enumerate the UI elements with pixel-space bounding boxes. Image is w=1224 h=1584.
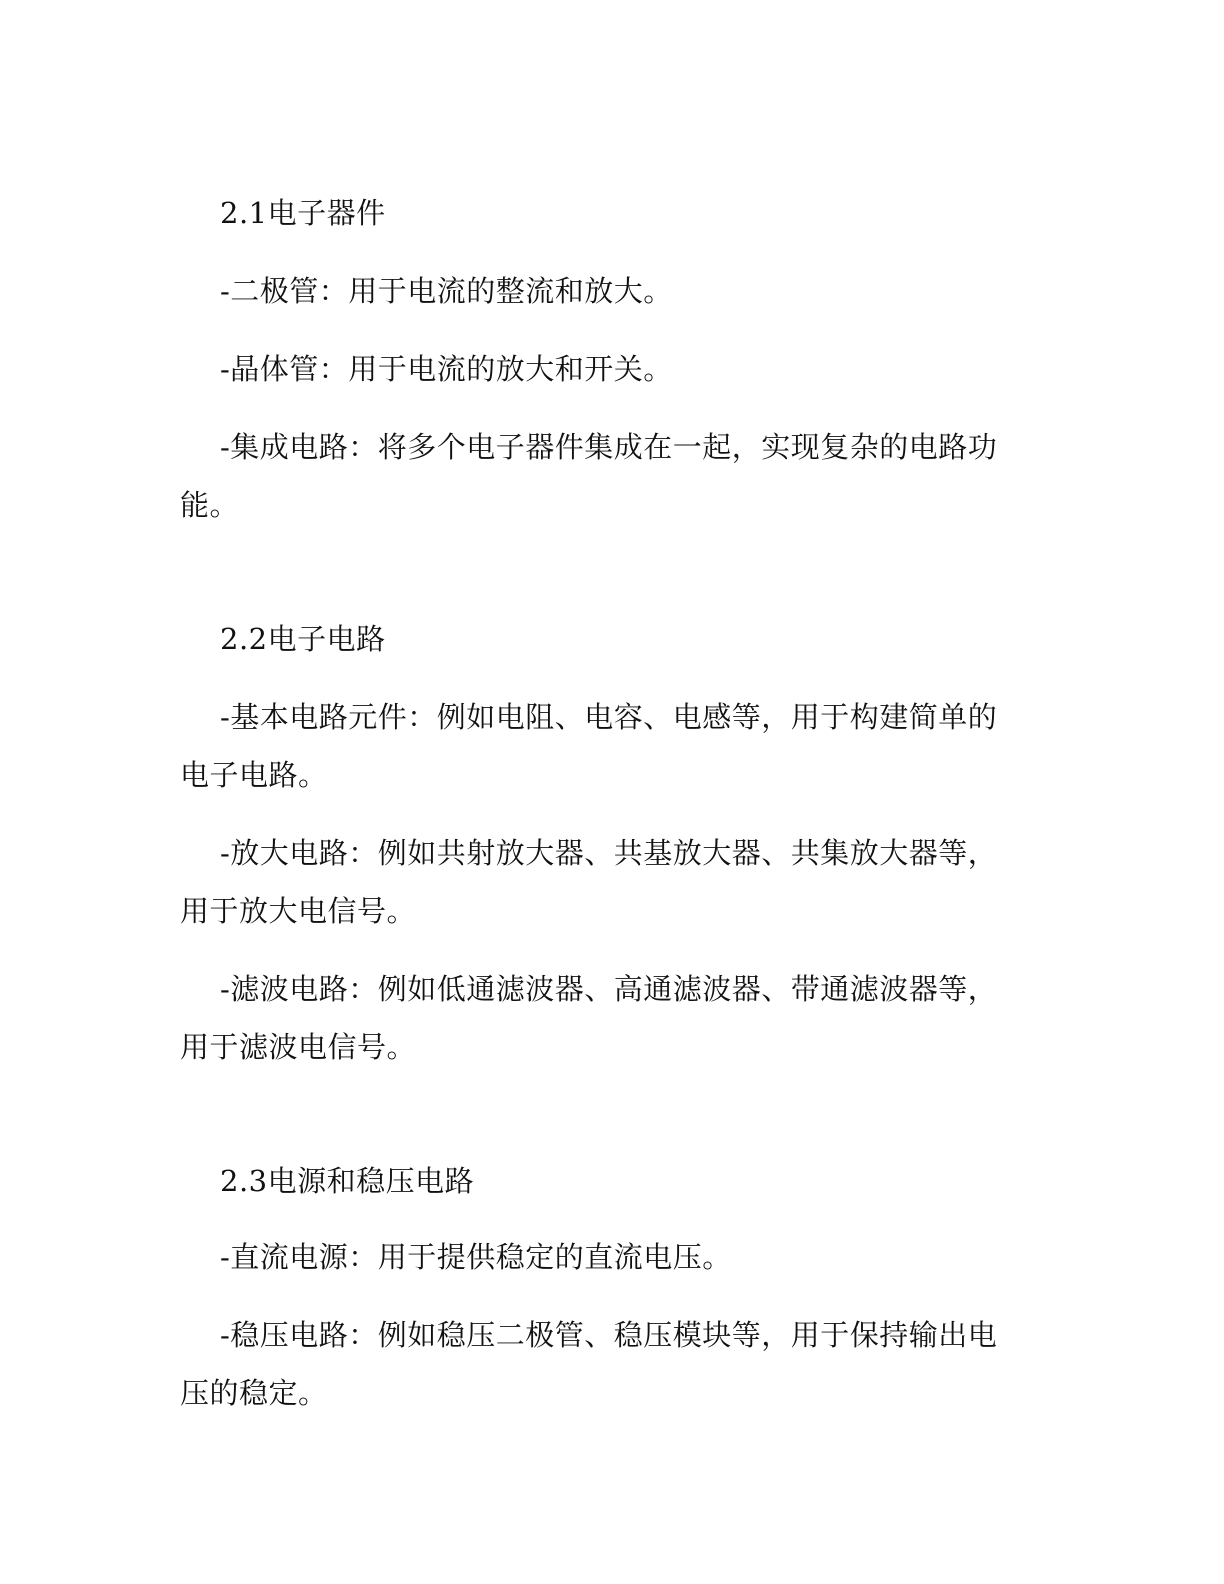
paragraph-transistor: -晶体管：用于电流的放大和开关。 (220, 352, 673, 386)
section-heading-2-2: 2.2电子电路 (220, 622, 386, 656)
section-heading-2-3: 2.3电源和稳压电路 (220, 1164, 475, 1198)
paragraph-filter-circuit: -滤波电路：例如低通滤波器、高通滤波器、带通滤波器等，用于滤波电信号。 (180, 972, 998, 1064)
paragraph-dc-power: -直流电源：用于提供稳定的直流电压。 (220, 1240, 732, 1274)
paragraph-diode: -二极管：用于电流的整流和放大。 (220, 274, 673, 308)
paragraph-amplifier-circuit: -放大电路：例如共射放大器、共基放大器、共集放大器等，用于放大电信号。 (180, 836, 998, 928)
paragraph-regulator-circuit: -稳压电路：例如稳压二极管、稳压模块等，用于保持输出电压的稳定。 (180, 1318, 998, 1410)
paragraph-integrated-circuit: -集成电路：将多个电子器件集成在一起，实现复杂的电路功能。 (180, 430, 998, 522)
paragraph-basic-components: -基本电路元件：例如电阻、电容、电感等，用于构建简单的电子电路。 (180, 700, 998, 792)
section-heading-2-1: 2.1电子器件 (220, 196, 386, 230)
